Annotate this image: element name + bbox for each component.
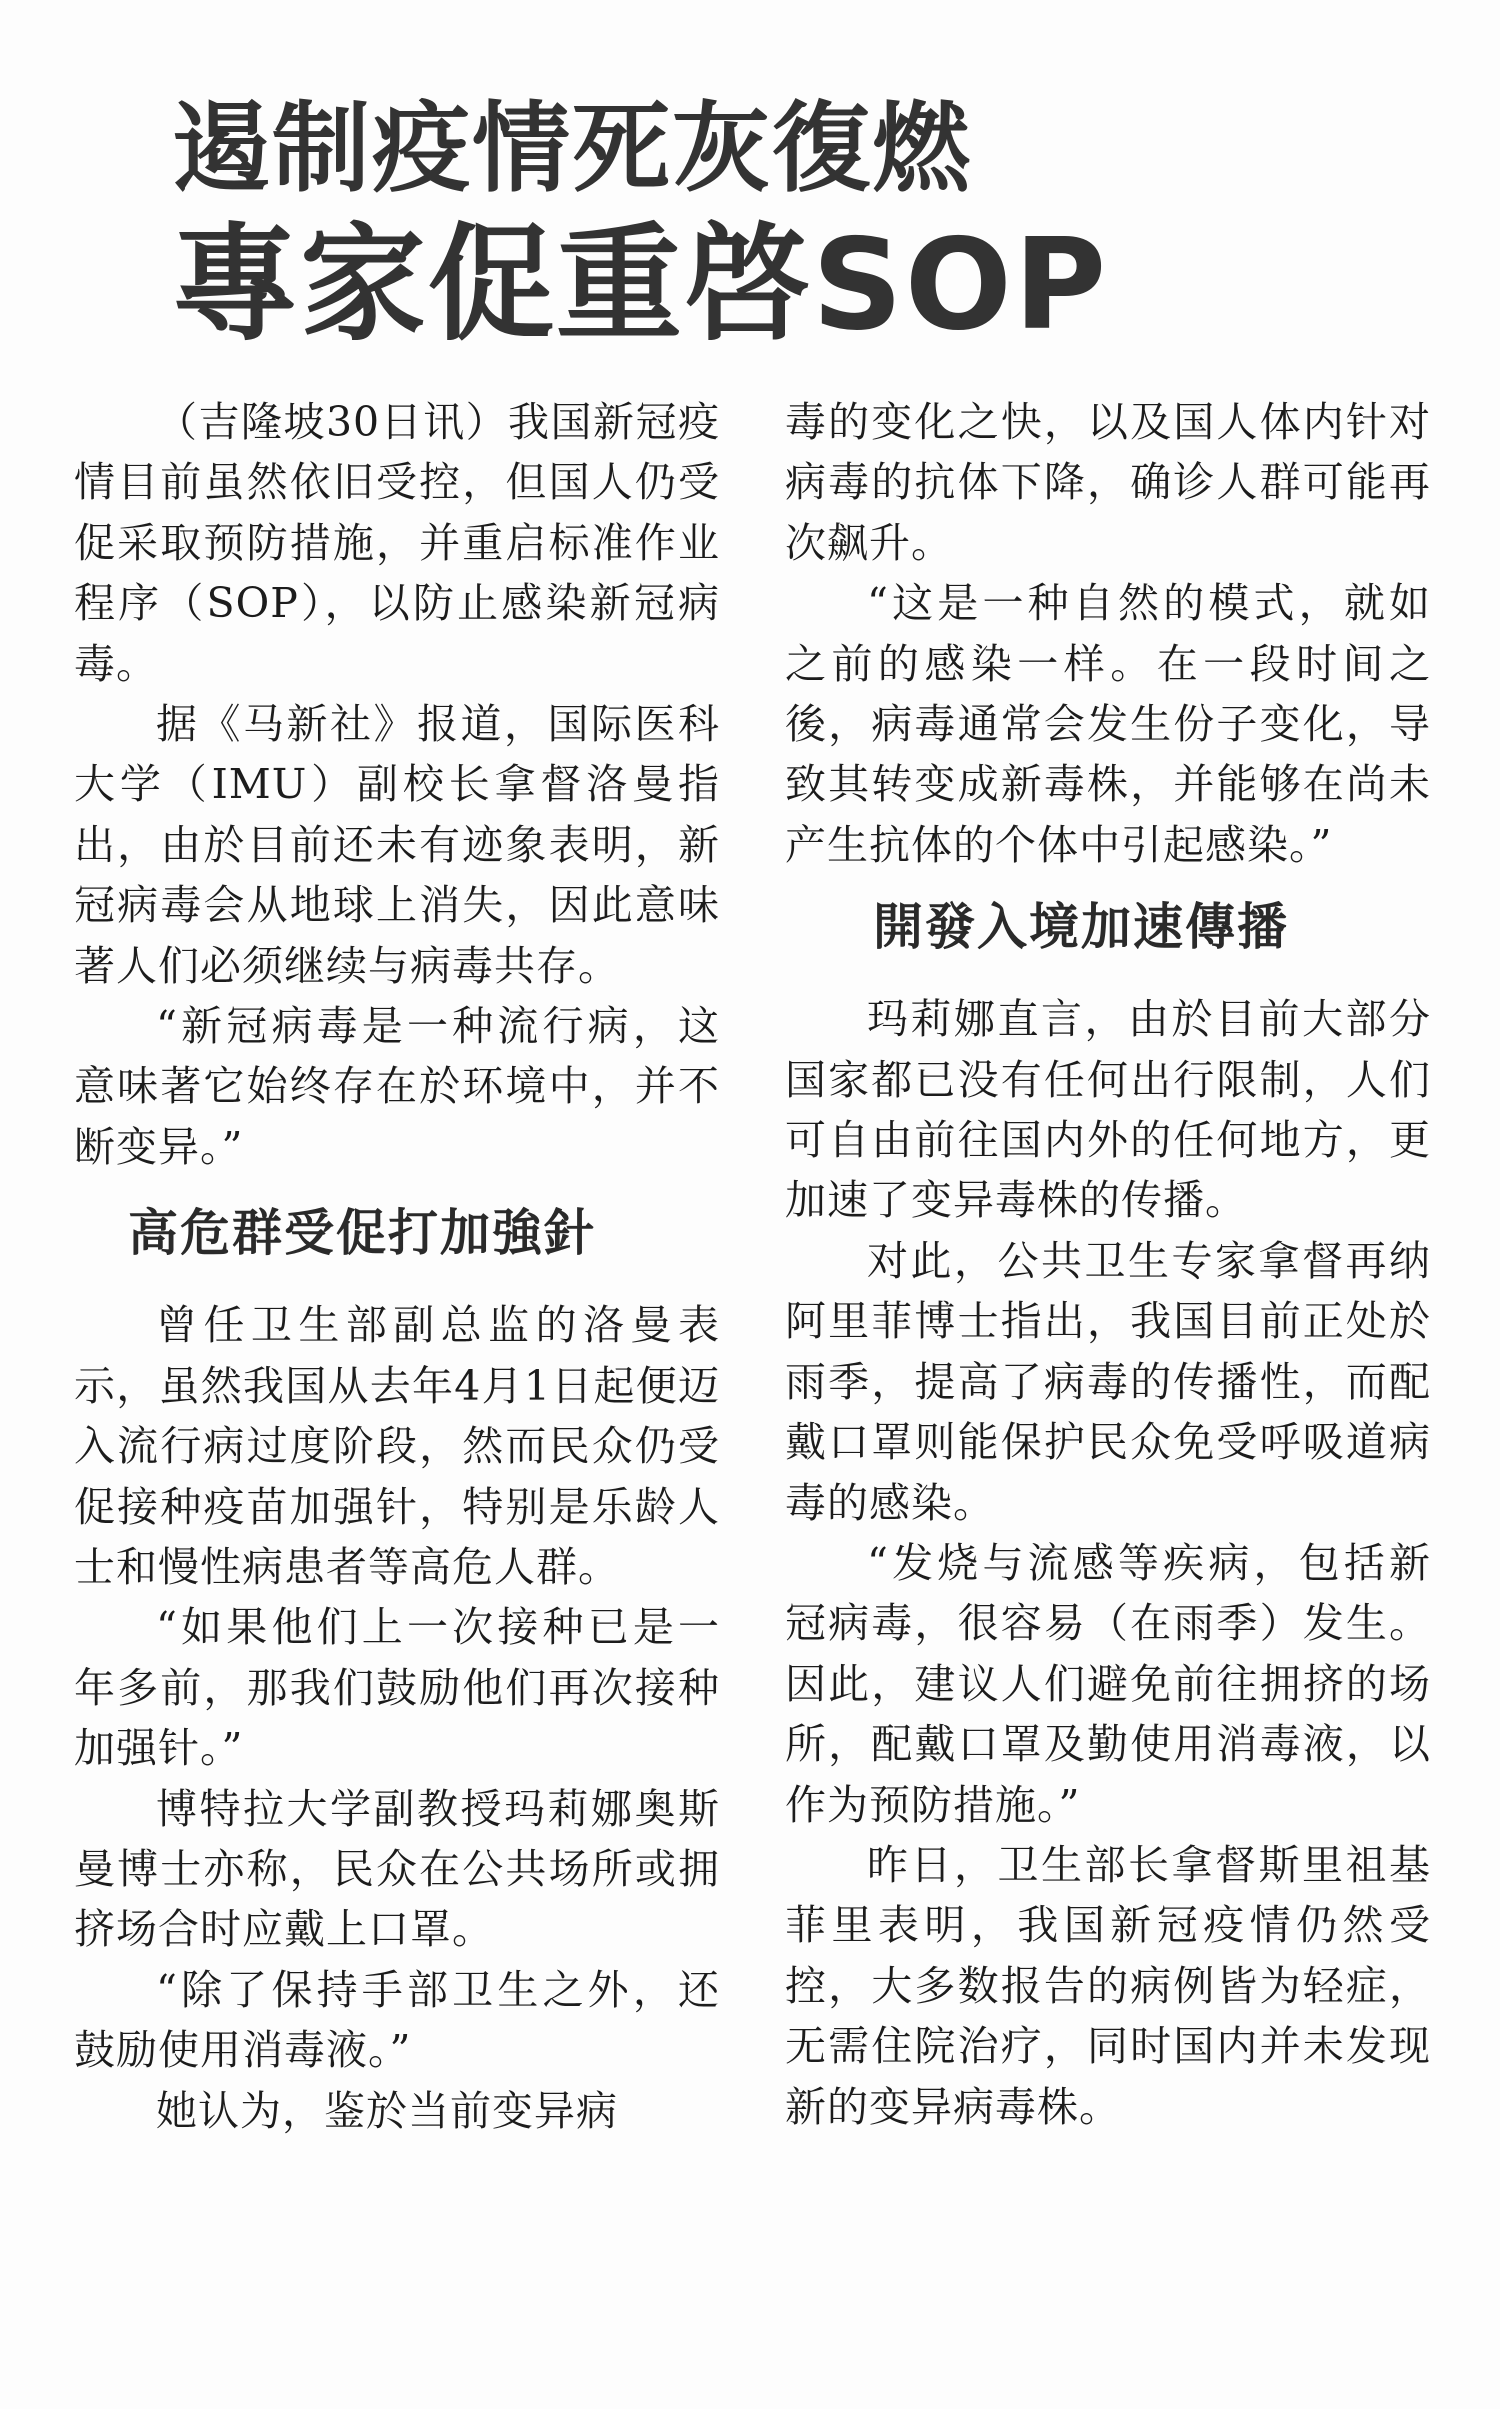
left-paragraph-7: “除了保持手部卫生之外，还鼓励使用消毒液。” bbox=[74, 1965, 720, 2075]
right-paragraph-2: “这是一种自然的模式，就如之前的感染一样。在一段时间之後，病毒通常会发生份子变化，导致其转变成新毒株，并能够在尚未产生抗体的个体中引起感染。” bbox=[785, 579, 1431, 869]
headline-line-2: 專家促重啓SOP bbox=[172, 211, 1109, 358]
left-subheading: 高危群受促打加強針 bbox=[128, 1204, 596, 1263]
left-column bbox=[74, 392, 720, 2141]
headline bbox=[172, 90, 1372, 360]
right-paragraph-3: 玛莉娜直言，由於目前大部分国家都已没有任何出行限制，人们可自由前往国内外的任何地方，更加速了变异毒株的传播。 bbox=[785, 995, 1431, 1225]
left-paragraph-3: “新冠病毒是一种流行病，这意味著它始终存在於环境中，并不断变异。” bbox=[74, 1002, 720, 1171]
left-paragraph-6: 博特拉大学副教授玛莉娜奥斯曼博士亦称，民众在公共场所或拥挤场合时应戴上口罩。 bbox=[74, 1784, 720, 1954]
left-paragraph-4: 曾任卫生部副总监的洛曼表示，虽然我国从去年4月1日起便迈入流行病过度阶段，然而民众仍受促接种疫苗加强针，特别是乐龄人士和慢性病患者等高危人群。 bbox=[74, 1301, 720, 1591]
right-paragraph-5: “发烧与流感等疾病，包括新冠病毒，很容易（在雨季）发生。因此，建议人们避免前往拥挤的场所，配戴口罩及勤使用消毒液，以作为预防措施。” bbox=[785, 1538, 1431, 1829]
right-subheading: 開發入境加速傳播 bbox=[873, 898, 1289, 957]
left-paragraph-1: （吉隆坡30日讯）我国新冠疫情目前虽然依旧受控，但国人仍受促采取预防措施，并重启标准作业程序（SOP），以防止感染新冠病毒。 bbox=[74, 398, 720, 688]
left-paragraph-2: 据《马新社》报道，国际医科大学（IMU）副校长拿督洛曼指出，由於目前还未有迹象表明，新冠病毒会从地球上消失，因此意味著人们必须继续与病毒共存。 bbox=[74, 700, 720, 990]
right-column bbox=[785, 392, 1431, 2137]
right-paragraph-1: 毒的变化之快，以及国人体内针对病毒的抗体下降，确诊人群可能再次飙升。 bbox=[785, 398, 1431, 567]
left-paragraph-5: “如果他们上一次接种已是一年多前，那我们鼓励他们再次接种加强针。” bbox=[74, 1603, 720, 1773]
left-paragraph-8: 她认为，鉴於当前变异病 bbox=[156, 2086, 618, 2135]
headline-line-1: 遏制疫情死灰復燃 bbox=[172, 92, 973, 206]
right-paragraph-6: 昨日，卫生部长拿督斯里祖基菲里表明，我国新冠疫情仍然受控，大多数报告的病例皆为轻症，无需住院治疗，同时国内并未发现新的变异病毒株。 bbox=[785, 1840, 1431, 2131]
right-paragraph-4: 对此，公共卫生专家拿督再纳阿里菲博士指出，我国目前正处於雨季，提高了病毒的传播性，而配戴口罩则能保护民众免受呼吸道病毒的感染。 bbox=[785, 1236, 1431, 1527]
